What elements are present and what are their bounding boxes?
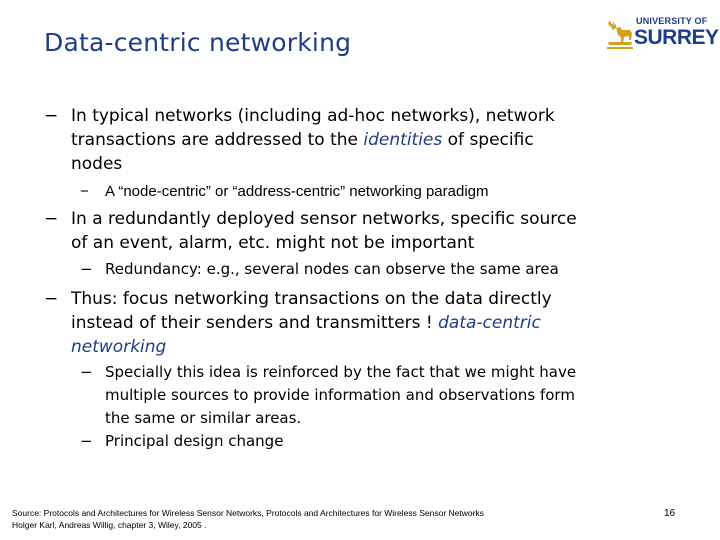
stag-icon — [604, 18, 634, 50]
slide-title: Data-centric networking — [44, 28, 352, 57]
bullet-2-sub-1: − Redundancy: e.g., several nodes can observe the same area — [80, 260, 559, 278]
bullet-3-sub-1-line-2: multiple sources to provide information and observations form — [105, 386, 575, 404]
source-citation — [12, 507, 484, 531]
bullet-3-sub-1-line-1: Specially this idea is reinforced by the fact that we might have — [105, 363, 577, 381]
bullet-3-line-2: instead of their senders and transmitters ! data-centric — [71, 313, 541, 333]
source-citation-line-2: Holger Karl, Andreas Willig, chapter 3, Wiley, 2005 . — [12, 520, 207, 530]
bullet-1-sub-1: − A “node-centric” or “address-centric” networking paradigm — [80, 183, 489, 200]
university-logo — [604, 16, 719, 52]
bullet-2 — [44, 207, 684, 255]
bullet-1-line-1: In typical networks (including ad-hoc networks), network — [71, 106, 555, 126]
source-citation-line-1: Source: Protocols and Architectures for Wireless Sensor Networks, Protocols and Architectures for Wireless Sensor Networks — [12, 508, 484, 518]
bullet-3-sub-1-line-3: the same or similar areas. — [105, 409, 302, 427]
bullet-1 — [44, 104, 684, 176]
networking-highlight: networking — [71, 337, 167, 357]
identities-highlight: identities — [363, 130, 443, 150]
bullet-dash: − — [44, 209, 59, 229]
bullet-3-sub-2: − Principal design change — [80, 432, 284, 450]
bullet-2-line-2: of an event, alarm, etc. might not be important — [71, 233, 475, 253]
bullet-3 — [44, 287, 684, 359]
data-centric-highlight: data-centric — [438, 313, 541, 333]
logo-university-of: UNIVERSITY OF — [636, 16, 708, 26]
bullet-1-line-3: nodes — [71, 154, 123, 174]
bullet-dash: − — [44, 289, 59, 309]
bullet-3-sub-1: − Specially this idea is reinforced by the fact that we might have multiple sources to provide information and observations form the same or similar areas. — [80, 361, 700, 431]
bullet-3-line-1: Thus: focus networking transactions on the data directly — [71, 289, 552, 309]
bullet-dash: − — [44, 106, 59, 126]
bullet-1-line-2: transactions are addressed to the identities of specific — [71, 130, 534, 150]
logo-surrey: SURREY — [634, 26, 719, 49]
bullet-2-line-1: In a redundantly deployed sensor networks, specific source — [71, 209, 577, 229]
page-number: 16 — [664, 508, 676, 519]
